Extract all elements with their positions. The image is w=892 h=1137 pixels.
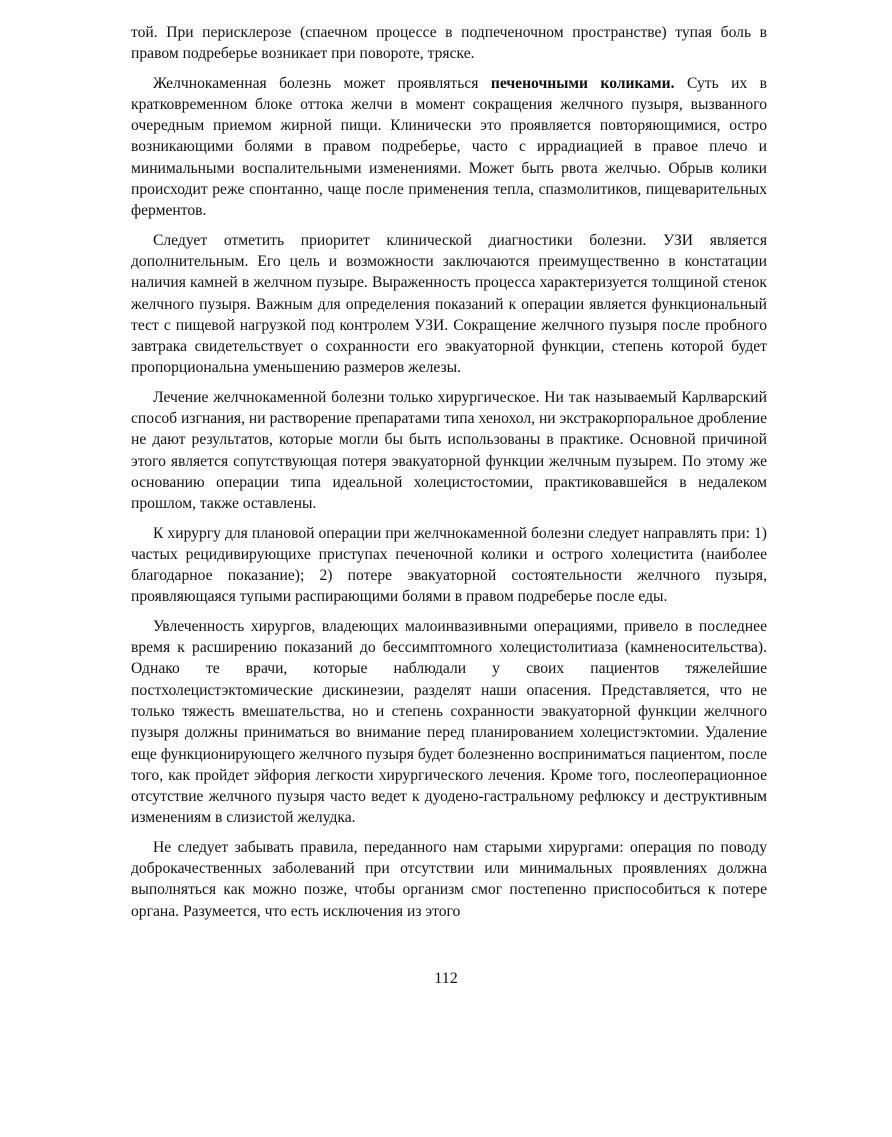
page-number: 112 [434,970,458,987]
paragraph-6: Увлеченность хирургов, владеющих малоинвазивными операциями, привело в последнее время к расширению показаний до бессимптомного холецистолитиаза (камненосительства). Однако те врачи, которые наблюдали у своих пациентов тяжелейшие постхолецистэктомические дискинезии, разделят наши опасения. Представляется, что не только тяжесть вмешательства, но и степень сохранности эвакуаторной функции желчного пузыря должны приниматься во внимание перед планированием холецистэктомии. Удаление еще функционирующего желчного пузыря будет болезненно восприниматься пациентом, после того, как пройдет эйфория легкости хирургического лечения. Кроме того, послеоперационное отсутствие желчного пузыря часто ведет к дуодено-гастральному рефлюксу и деструктивным изменениям в слизистой желудка. [131,617,767,827]
paragraph-2 [131,73,767,222]
paragraph-4: Лечение желчнокаменной болезни только хирургическое. Ни так называемый Карлварский способ изгнания, ни растворение препаратами типа хенохол, ни экстракорпоральное дробление не дают результатов, которые могли бы быть использованы в практике. Основной причиной этого является сопутствующая потеря эвакуаторной функции желчным пузырем. По этому же основанию операции типа идеальной холецистостомии, практиковавшейся в недалеком прошлом, также оставлены. [131,388,767,513]
paragraph-2-rest: Суть их в кратковременном блоке оттока желчи в момент сокращения желчного пузыря, вызванного очередным приемом жирной пищи. Клинически это проявляется повторяющимися, остро возникающими болями в правом подреберье, часто с иррадиацией в правое плечо и минимальными воспалительными изменениями. Может быть рвота желчью. Обрыв колики происходит реже спонтанно, чаще после применения тепла, спазмолитиков, пищеварительных ферментов. [131,74,768,220]
paragraph-2-lead: Желчнокаменная болезнь может проявляться [153,74,491,92]
paragraph-1: той. При перисклерозе (спаечном процессе в подпеченочном пространстве) тупая боль в правом подреберье возникает при повороте, тряске. [131,24,767,63]
paragraph-3: Следует отметить приоритет клинической диагностики болезни. УЗИ является дополнительным. Его цель и возможности заключаются преимущественно в констатации наличия камней в желчном пузыре. Выраженность процесса характеризуется толщиной стенок желчного пузыря. Важным для определения показаний к операции является функциональный тест с пищевой нагрузкой под контролем УЗИ. Сокращение желчного пузыря после пробного завтрака свидетельствует о сохранности его эвакуаторной функции, степень которой будет пропорциональна уменьшению размеров железы. [131,231,767,377]
paragraph-5: К хирургу для плановой операции при желчнокаменной болезни следует направлять при: 1) частых рецидивирующихе приступах печеночной колики и острого холецистита (наиболее благодарное показание); 2) потере эвакуаторной состоятельности желчного пузыря, проявляющаяся тупыми распирающими болями в правом подреберье после еды. [131,524,767,606]
paragraph-2-bold-term: печеночными коликами. [490,74,675,92]
paragraph-7: Не следует забывать правила, переданного нам старыми хирургами: операция по поводу доброкачественных заболеваний при отсутствии или минимальных проявлениях должна выполняться как можно позже, чтобы организм смог постепенно приспособиться к потере органа. Разумеется, что есть исключения из этого [131,838,767,920]
page-body [131,22,767,930]
